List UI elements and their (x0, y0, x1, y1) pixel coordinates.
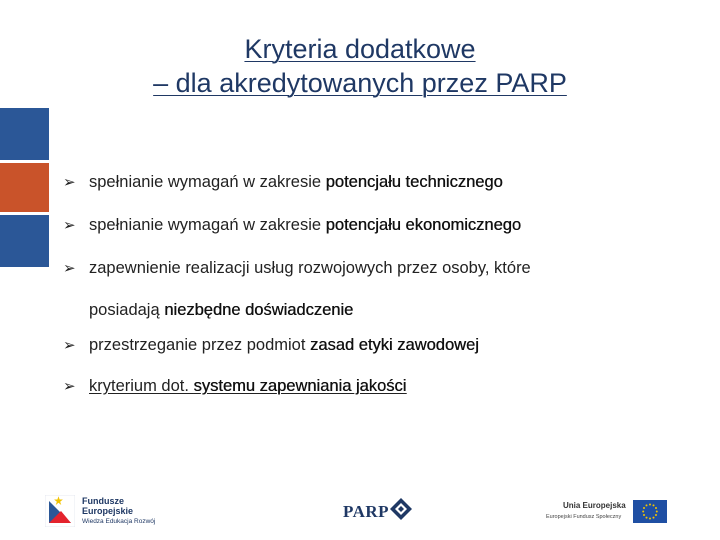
parp-logo-text: PARP (343, 502, 390, 521)
title-line-1: Kryteria dodatkowe (244, 34, 476, 64)
list-item[interactable] (63, 376, 406, 396)
eu-title: Unia Europejska (563, 501, 626, 510)
footer-logos (0, 490, 720, 530)
arrow-bullet-icon: ➢ (63, 337, 76, 354)
arrow-bullet-icon: ➢ (63, 378, 76, 395)
arrow-bullet-icon: ➢ (63, 174, 76, 191)
slide-title (60, 32, 660, 100)
list-item: ➢ zapewnienie realizacji usług rozwojowych przez osoby, które posiadają niezbędne doświadczenie (63, 259, 531, 319)
fe-program-name: Wiedza Edukacja Rozwój (82, 518, 156, 525)
fe-logo-text: Fundusze Europejskie (82, 496, 134, 516)
list-item: ➢ spełnianie wymagań w zakresie potencjału technicznego (63, 173, 503, 191)
accent-bar-blue-top (0, 108, 49, 160)
fundusze-europejskie-logo-icon (45, 495, 75, 527)
parp-logo-icon (390, 498, 412, 520)
accent-bar-blue-bottom (0, 215, 49, 267)
arrow-bullet-icon: ➢ (63, 217, 76, 234)
eu-fund-name: Europejski Fundusz Społeczny (546, 514, 622, 520)
title-line-2: – dla akredytowanych przez PARP (153, 68, 567, 98)
list-item: ➢ spełnianie wymagań w zakresie potencjału ekonomicznego (63, 216, 522, 234)
accent-bar-orange (0, 163, 49, 212)
arrow-bullet-icon: ➢ (63, 260, 76, 277)
quality-system-link[interactable]: kryterium dot. systemu zapewniania jakości (89, 377, 407, 395)
list-item: ➢ przestrzeganie przez podmiot zasad etyki zawodowej (63, 336, 479, 354)
eu-flag-icon (633, 500, 667, 523)
